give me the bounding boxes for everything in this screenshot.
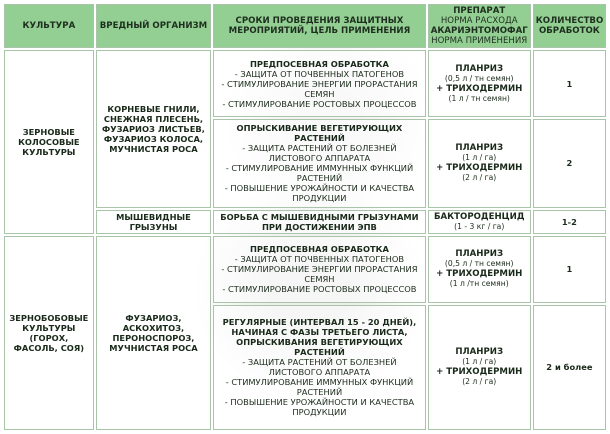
prep-dose: (0,5 л / тн семян)	[444, 73, 514, 83]
method-line: - ПОВЫШЕНИЕ УРОЖАЙНОСТИ И КАЧЕСТВА ПРОДУКЦИИ	[224, 397, 415, 418]
table-row	[4, 210, 606, 234]
method-line: - СТИМУЛИРОВАНИЕ ЭНЕРГИИ ПРОРАСТАНИЯ СЕМЯН	[221, 264, 418, 285]
header-prep-line1: ПРЕПАРАТ	[453, 6, 506, 17]
method-line: - СТИМУЛИРОВАНИЕ РОСТОВЫХ ПРОЦЕССОВ	[222, 284, 417, 295]
prep-rodents	[428, 210, 531, 234]
prep-dose: (1 л / тн семян)	[448, 93, 510, 103]
prep-name: + ТРИХОДЕРМИН	[436, 163, 523, 174]
count-grain-presowing: 1	[533, 50, 606, 117]
method-rodents	[213, 210, 425, 234]
culture-grain: ЗЕРНОВЫЕ КОЛОСОВЫЕ КУЛЬТУРЫ	[4, 50, 94, 234]
method-grain-presowing	[213, 50, 425, 117]
header-prep-line3: АКАРИЭНТОМОФАГ	[430, 26, 528, 37]
table-row	[4, 119, 606, 208]
prep-grain-presowing	[428, 50, 531, 117]
method-line: - СТИМУЛИРОВАНИЕ ИММУННЫХ ФУНКЦИЙ РАСТЕНИЙ	[225, 163, 414, 184]
table-row	[4, 236, 606, 303]
treatment-table	[2, 2, 608, 432]
prep-dose: (1 л / га)	[462, 357, 497, 367]
prep-name: + ТРИХОДЕРМИН	[436, 269, 523, 280]
prep-name: + ТРИХОДЕРМИН	[436, 83, 523, 94]
method-legume-presowing	[213, 236, 425, 303]
count-legume-presowing: 1	[533, 236, 606, 303]
culture-legume: ЗЕРНОБОБОВЫЕ КУЛЬТУРЫ (ГОРОХ, ФАСОЛЬ, СОЯ)	[4, 236, 94, 430]
prep-name: + ТРИХОДЕРМИН	[436, 367, 523, 378]
header-preparation	[428, 4, 531, 48]
prep-name: ПЛАНРИЗ	[455, 143, 504, 154]
method-line: - ЗАЩИТА ОТ ПОЧВЕННЫХ ПАТОГЕНОВ	[234, 254, 405, 265]
method-title: ОПРЫСКИВАНИЕ ВЕГЕТИРУЮЩИХ РАСТЕНИЙ	[236, 123, 403, 144]
method-line: - ЗАЩИТА РАСТЕНИЙ ОТ БОЛЕЗНЕЙ ЛИСТОВОГО АППАРАТА	[242, 143, 397, 164]
method-line: - ЗАЩИТА РАСТЕНИЙ ОТ БОЛЕЗНЕЙ ЛИСТОВОГО АППАРАТА	[242, 357, 397, 378]
prep-dose: (1 л /тн семян)	[449, 279, 509, 289]
header-timing: СРОКИ ПРОВЕДЕНИЯ ЗАЩИТНЫХ МЕРОПРИЯТИЙ, ЦЕЛЬ ПРИМЕНЕНИЯ	[213, 4, 425, 48]
table-row	[4, 305, 606, 430]
header-row	[4, 4, 606, 48]
header-culture: КУЛЬТУРА	[4, 4, 94, 48]
prep-legume-spraying	[428, 305, 531, 430]
method-title: БОРЬБА С МЫШЕВИДНЫМИ ГРЫЗУНАМИ ПРИ ДОСТИЖЕНИИ ЭПВ	[220, 212, 419, 233]
method-title: ПРЕДПОСЕВНАЯ ОБРАБОТКА	[249, 58, 389, 69]
header-count: КОЛИЧЕСТВО ОБРАБОТОК	[533, 4, 606, 48]
count-legume-spraying: 2 и более	[533, 305, 606, 430]
method-title: ПРЕДПОСЕВНАЯ ОБРАБОТКА	[249, 244, 389, 255]
prep-dose: (1 л / га)	[462, 153, 497, 163]
header-prep-line4: НОРМА ПРИМЕНЕНИЯ	[431, 36, 528, 47]
prep-name: БАКТОРОДЕНЦИД	[433, 212, 525, 223]
method-line: - СТИМУЛИРОВАНИЕ ИММУННЫХ ФУНКЦИЙ РАСТЕНИЙ	[225, 377, 414, 398]
prep-dose: (2 л / га)	[462, 377, 497, 387]
pest-legume: ФУЗАРИОЗ, АСКОХИТОЗ, ПЕРОНОСПОРОЗ, МУЧНИСТАЯ РОСА	[96, 236, 212, 430]
prep-dose: (0,5 л / тн семян)	[444, 259, 514, 269]
count-rodents: 1-2	[533, 210, 606, 234]
pest-grain: КОРНЕВЫЕ ГНИЛИ, СНЕЖНАЯ ПЛЕСЕНЬ, ФУЗАРИОЗ ЛИСТЬЕВ, ФУЗАРИОЗ КОЛОСА, МУЧНИСТАЯ РОСА	[96, 50, 212, 207]
method-line: - СТИМУЛИРОВАНИЕ РОСТОВЫХ ПРОЦЕССОВ	[222, 98, 417, 109]
prep-grain-spraying	[428, 119, 531, 208]
prep-dose: (2 л / га)	[462, 173, 497, 183]
prep-legume-presowing	[428, 236, 531, 303]
prep-name: ПЛАНРИЗ	[455, 249, 504, 260]
prep-dose: (1 - 3 кг / га)	[454, 222, 505, 232]
prep-name: ПЛАНРИЗ	[455, 347, 504, 358]
prep-name: ПЛАНРИЗ	[455, 63, 504, 74]
method-line: - ПОВЫШЕНИЕ УРОЖАЙНОСТИ И КАЧЕСТВА ПРОДУКЦИИ	[224, 183, 415, 204]
count-grain-spraying: 2	[533, 119, 606, 208]
method-line: - ЗАЩИТА ОТ ПОЧВЕННЫХ ПАТОГЕНОВ	[234, 68, 405, 79]
pest-rodents: МЫШЕВИДНЫЕ ГРЫЗУНЫ	[96, 210, 212, 234]
method-title: РЕГУЛЯРНЫЕ (ИНТЕРВАЛ 15 - 20 ДНЕЙ), НАЧИНАЯ С ФАЗЫ ТРЕТЬЕГО ЛИСТА, ОПРЫСКИВАНИЯ ВЕГЕТИРУЮЩИХ РАСТЕНИЙ	[222, 317, 417, 358]
method-grain-spraying	[213, 119, 425, 208]
table-row	[4, 50, 606, 117]
method-line: - СТИМУЛИРОВАНИЕ ЭНЕРГИИ ПРОРАСТАНИЯ СЕМЯН	[221, 78, 418, 99]
header-prep-line2: НОРМА РАСХОДА	[440, 16, 518, 27]
header-pest: ВРЕДНЫЙ ОРГАНИЗМ	[96, 4, 212, 48]
method-legume-spraying	[213, 305, 425, 430]
